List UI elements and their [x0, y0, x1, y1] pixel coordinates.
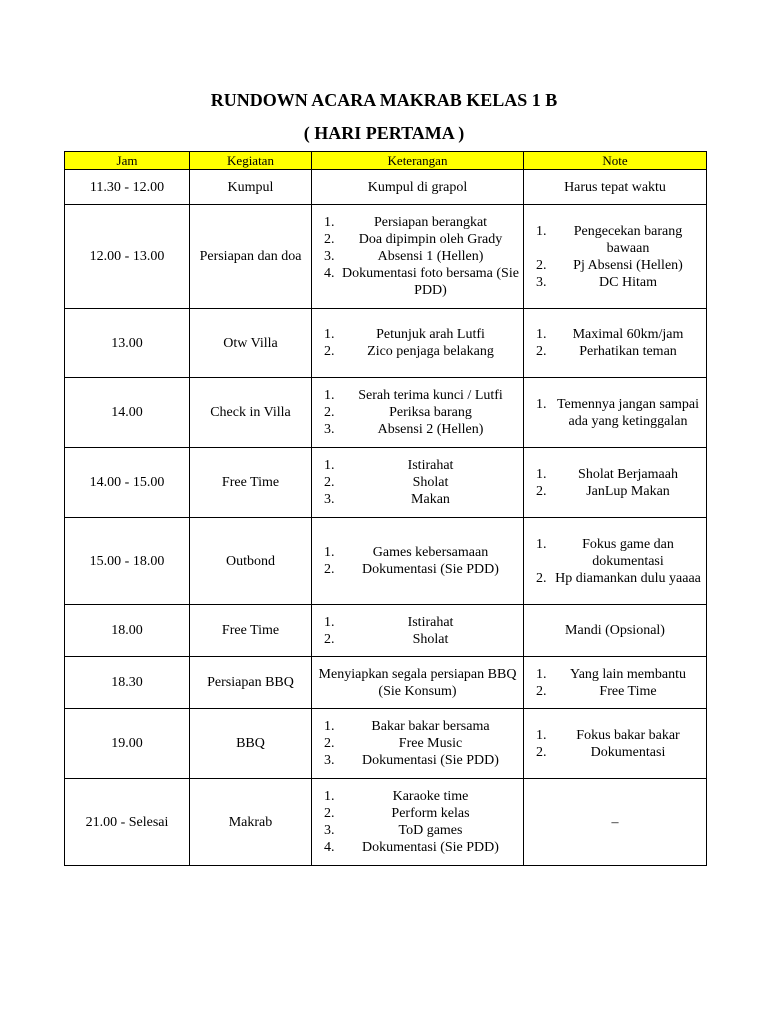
list-item: 1. Games kebersamaan	[338, 544, 519, 561]
cell-keterangan	[312, 205, 524, 309]
table-header	[65, 152, 707, 170]
list-item: 1. Istirahat	[338, 457, 519, 474]
table-row	[65, 309, 707, 378]
list-item: 1. Pengecekan barang bawaan	[550, 223, 702, 257]
cell-keterangan	[312, 605, 524, 657]
numbered-list	[316, 326, 519, 360]
numbered-list	[316, 387, 519, 438]
list-item: 1. Serah terima kunci / Lutfi	[338, 387, 519, 404]
document-title: RUNDOWN ACARA MAKRAB KELAS 1 B	[210, 90, 558, 110]
cell-jam: 14.00	[65, 378, 190, 448]
list-item: 2. Dokumentasi	[550, 744, 702, 761]
table-row	[65, 518, 707, 605]
list-item: 1. Sholat Berjamaah	[550, 466, 702, 483]
list-item: 1. Maximal 60km/jam	[550, 326, 702, 343]
header-keterangan: Keterangan	[312, 152, 524, 170]
list-item: 2. JanLup Makan	[550, 483, 702, 500]
cell-jam: 19.00	[65, 709, 190, 779]
list-item: 2. Doa dipimpin oleh Grady	[338, 231, 519, 248]
rundown-table	[64, 151, 707, 866]
cell-kegiatan: Check in Villa	[190, 378, 312, 448]
cell-keterangan	[312, 709, 524, 779]
list-item: 2. Free Music	[338, 735, 519, 752]
table-row	[65, 378, 707, 448]
cell-note	[524, 448, 707, 518]
cell-kegiatan: Kumpul	[190, 170, 312, 205]
list-item: 2. Sholat	[338, 631, 519, 648]
list-item: 2. Zico penjaga belakang	[338, 343, 519, 360]
list-item: 4. Dokumentasi foto bersama (Sie PDD)	[338, 265, 519, 299]
cell-keterangan	[312, 518, 524, 605]
list-item: 3. Dokumentasi (Sie PDD)	[338, 752, 519, 769]
cell-kegiatan: Otw Villa	[190, 309, 312, 378]
list-item: 3. DC Hitam	[550, 274, 702, 291]
cell-kegiatan: Makrab	[190, 779, 312, 866]
list-item: 1. Persiapan berangkat	[338, 214, 519, 231]
list-item: 3. Absensi 2 (Hellen)	[338, 421, 519, 438]
list-item: 2. Periksa barang	[338, 404, 519, 421]
cell-note	[524, 205, 707, 309]
cell-keterangan	[312, 779, 524, 866]
cell-kegiatan: Outbond	[190, 518, 312, 605]
cell-note	[524, 709, 707, 779]
cell-kegiatan: Free Time	[190, 605, 312, 657]
cell-keterangan	[312, 378, 524, 448]
numbered-list	[316, 614, 519, 648]
numbered-list	[528, 326, 702, 360]
header-jam: Jam	[65, 152, 190, 170]
list-item: 2. Perhatikan teman	[550, 343, 702, 360]
table-row	[65, 205, 707, 309]
cell-jam: 12.00 - 13.00	[65, 205, 190, 309]
list-item: 2. Perform kelas	[338, 805, 519, 822]
numbered-list	[316, 544, 519, 578]
list-item: 1. Petunjuk arah Lutfi	[338, 326, 519, 343]
numbered-list	[316, 788, 519, 856]
numbered-list	[316, 457, 519, 508]
list-item: 3. ToD games	[338, 822, 519, 839]
list-item: 4. Dokumentasi (Sie PDD)	[338, 839, 519, 856]
numbered-list	[316, 214, 519, 299]
table-row	[65, 605, 707, 657]
list-item: 1. Bakar bakar bersama	[338, 718, 519, 735]
header-note: Note	[524, 152, 707, 170]
document-subtitle: ( HARI PERTAMA )	[303, 123, 465, 143]
cell-jam: 21.00 - Selesai	[65, 779, 190, 866]
header-kegiatan: Kegiatan	[190, 152, 312, 170]
cell-jam: 14.00 - 15.00	[65, 448, 190, 518]
list-item: 2. Free Time	[550, 683, 702, 700]
cell-keterangan: Kumpul di grapol	[312, 170, 524, 205]
table-row	[65, 657, 707, 709]
list-item: 1. Fokus game dan dokumentasi	[550, 536, 702, 570]
table-row	[65, 779, 707, 866]
cell-kegiatan: Persiapan BBQ	[190, 657, 312, 709]
cell-jam: 18.30	[65, 657, 190, 709]
list-item: 2. Hp diamankan dulu yaaaa	[550, 570, 702, 587]
cell-jam: 15.00 - 18.00	[65, 518, 190, 605]
numbered-list	[528, 223, 702, 291]
list-item: 1. Karaoke time	[338, 788, 519, 805]
cell-jam: 18.00	[65, 605, 190, 657]
cell-jam: 11.30 - 12.00	[65, 170, 190, 205]
numbered-list	[528, 466, 702, 500]
cell-jam: 13.00	[65, 309, 190, 378]
list-item: 1. Fokus bakar bakar	[550, 727, 702, 744]
list-item: 2. Sholat	[338, 474, 519, 491]
list-item: 2. Dokumentasi (Sie PDD)	[338, 561, 519, 578]
list-item: 3. Makan	[338, 491, 519, 508]
cell-note	[524, 309, 707, 378]
cell-keterangan	[312, 448, 524, 518]
list-item: 1. Yang lain membantu	[550, 666, 702, 683]
cell-note: Mandi (Opsional)	[524, 605, 707, 657]
numbered-list	[316, 718, 519, 769]
cell-keterangan: Menyiapkan segala persiapan BBQ (Sie Konsum)	[312, 657, 524, 709]
list-item: 1. Istirahat	[338, 614, 519, 631]
cell-note	[524, 378, 707, 448]
cell-kegiatan: Free Time	[190, 448, 312, 518]
cell-note	[524, 518, 707, 605]
list-item: 1. Temennya jangan sampai ada yang ketinggalan	[550, 396, 702, 430]
table-row	[65, 709, 707, 779]
table-row	[65, 448, 707, 518]
cell-kegiatan: Persiapan dan doa	[190, 205, 312, 309]
numbered-list	[528, 396, 702, 430]
table-row	[65, 170, 707, 205]
list-item: 2. Pj Absensi (Hellen)	[550, 257, 702, 274]
header-row	[65, 152, 707, 170]
cell-note: Harus tepat waktu	[524, 170, 707, 205]
table-body	[65, 170, 707, 866]
numbered-list	[528, 666, 702, 700]
cell-note	[524, 657, 707, 709]
cell-keterangan	[312, 309, 524, 378]
cell-note: –	[524, 779, 707, 866]
list-item: 3. Absensi 1 (Hellen)	[338, 248, 519, 265]
numbered-list	[528, 536, 702, 587]
numbered-list	[528, 727, 702, 761]
cell-kegiatan: BBQ	[190, 709, 312, 779]
